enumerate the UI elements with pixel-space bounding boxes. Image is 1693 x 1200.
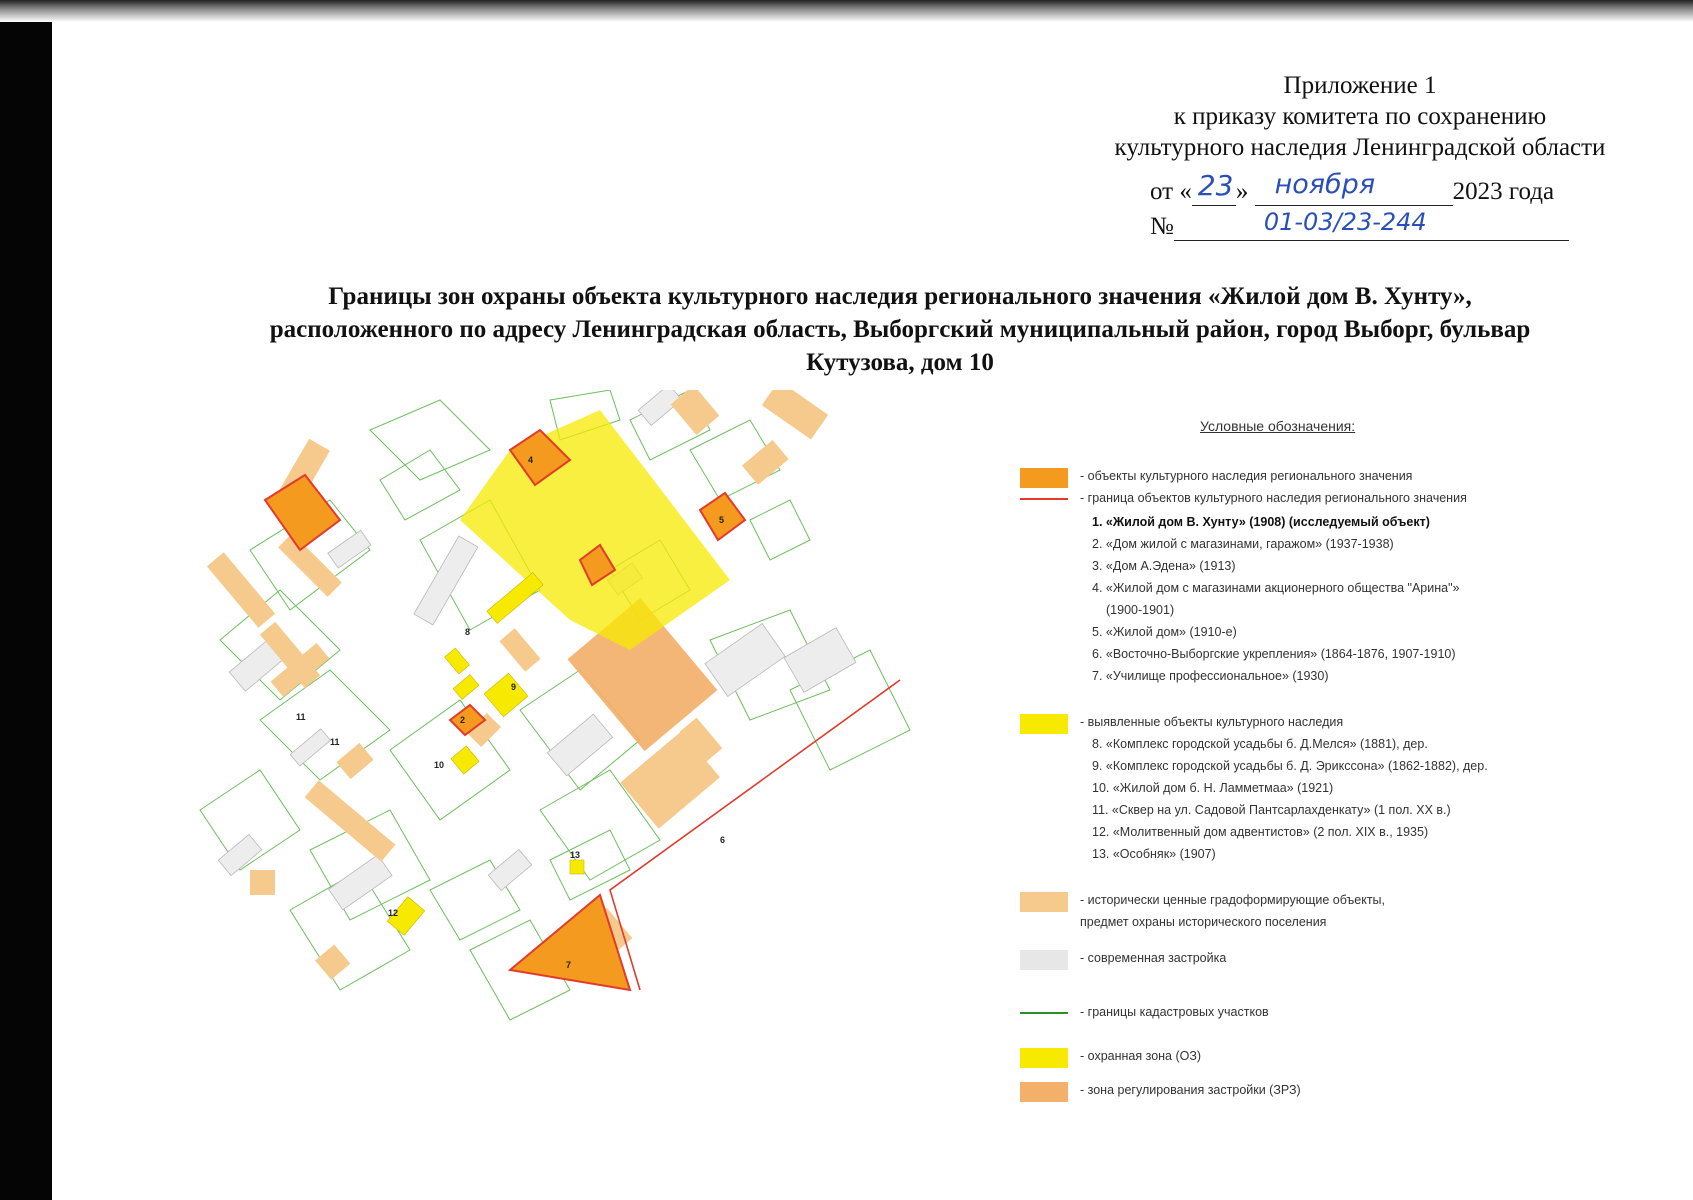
annex-header [1060,70,1660,163]
boundary-label: - граница объектов культурного наследия регионального значения [1080,491,1467,505]
modern-label: - современная застройка [1080,951,1227,965]
legend-identified [1020,714,1343,734]
map-label-10: 10 [434,760,445,770]
date-mid: » [1235,178,1249,205]
number-handwritten: 01-03/23-244 [1263,208,1427,236]
regional-item-7: 7. «Училище профессиональное» (1930) [1092,669,1329,683]
historic-label-line-2: предмет охраны исторического поселения [1080,915,1327,929]
regional-swatch [1020,468,1068,488]
order-date-line [1150,169,1555,206]
document-title [200,280,1600,379]
map-label-7: 7 [566,960,572,970]
identified-item-12: 12. «Молитвенный дом адвентистов» (2 пол. XIX в., 1935) [1092,825,1429,839]
regional-item-4-years: (1900-1901) [1106,603,1175,617]
annex-line-3: культурного наследия Ленинградской области [1114,134,1606,161]
identified-item-11: 11. «Сквер на ул. Садовой Пантсарлахденкату» (1 пол. XX в.) [1092,803,1451,817]
oz-swatch [1020,1048,1068,1068]
identified-item-9: 9. «Комплекс городской усадьбы б. Д. Эриксcона» (1862-1882), дер. [1092,759,1488,773]
number-prefix: № [1150,213,1174,240]
historic-label [1080,892,1385,930]
regional-item-4: 4. «Жилой дом с магазинами акционерного общества "Арина"» [1092,581,1460,595]
identified-label: - выявленные объекты культурного наследия [1080,715,1344,729]
year: 2023 года [1452,178,1555,205]
cadastral-label: - границы кадастровых участков [1080,1005,1269,1019]
map-label-9: 9 [511,682,517,692]
regional-item-2: 2. «Дом жилой с магазинами, гаражом» (1937-1938) [1092,537,1394,551]
regional-item-5: 5. «Жилой дом» (1910-е) [1092,625,1237,639]
regional-item-6: 6. «Восточно-Выборгские укрепления» (1864-1876, 1907-1910) [1092,647,1456,661]
annex-line-1: Приложение 1 [1283,72,1437,99]
identified-item-10: 10. «Жилой дом б. Н. Ламметмаа» (1921) [1092,781,1334,795]
identified-swatch [1020,714,1068,734]
map-label-4: 4 [528,455,534,465]
identified-item-8: 8. «Комплекс городской усадьбы б. Д.Мелся» (1881), дер. [1092,737,1428,751]
regional-item-1: 1. «Жилой дом В. Хунту» (1908) (исследуемый объект) [1092,515,1430,529]
legend-regional [1020,468,1412,488]
month-blank [1255,169,1453,206]
title-line-3: Кутузова, дом 10 [806,349,994,376]
annex-line-2: к приказу комитета по сохранению [1173,103,1547,130]
regional-label: - объекты культурного наследия регионального значения [1080,469,1413,483]
oz-label: - охранная зона (ОЗ) [1080,1049,1202,1063]
map-label-12: 12 [388,908,399,918]
legend-modern [1020,950,1226,970]
boundary-swatch [1020,498,1068,500]
map-label-2: 2 [460,715,466,725]
historic-swatch [1020,892,1068,912]
month-handwritten: ноября [1274,169,1376,200]
date-prefix: от « [1150,178,1192,205]
map-label-6: 6 [720,835,726,845]
legend-cadastral [1020,1004,1269,1020]
map-label-13: 13 [570,850,581,860]
scan-top-edge [0,0,1693,22]
modern-swatch [1020,950,1068,970]
regional-item-3: 3. «Дом А.Эдена» (1913) [1092,559,1236,573]
legend-historic [1020,892,1385,930]
title-line-1: Границы зон охраны объекта культурного наследия регионального значения «Жилой дом В. Хунту», [328,283,1472,310]
zrz-label: - зона регулирования застройки (ЗРЗ) [1080,1083,1301,1097]
map-label-8: 8 [465,627,471,637]
day-handwritten: 23 [1197,169,1234,202]
cadastral-swatch [1020,1012,1068,1014]
title-line-2: расположенного по адресу Ленинградская область, Выборгский муниципальный район, город Выборг, бульвар [269,316,1531,343]
historic-label-line-1: - исторически ценные градоформирующие объекты, [1080,893,1386,907]
order-number-line [1150,208,1569,241]
day-blank [1192,169,1236,206]
identified-item-13: 13. «Особняк» (1907) [1092,847,1216,861]
map-label-5: 5 [719,515,725,525]
legend-boundary [1020,490,1467,506]
map-label-11a: 11 [296,712,306,722]
legend-zrz [1020,1082,1301,1102]
protection-zones-map [190,390,950,1080]
map-label-11b: 11 [330,737,340,747]
zrz-swatch [1020,1082,1068,1102]
legend-heading: Условные обозначения: [1200,418,1356,434]
number-blank [1174,208,1569,241]
legend-oz [1020,1048,1201,1068]
